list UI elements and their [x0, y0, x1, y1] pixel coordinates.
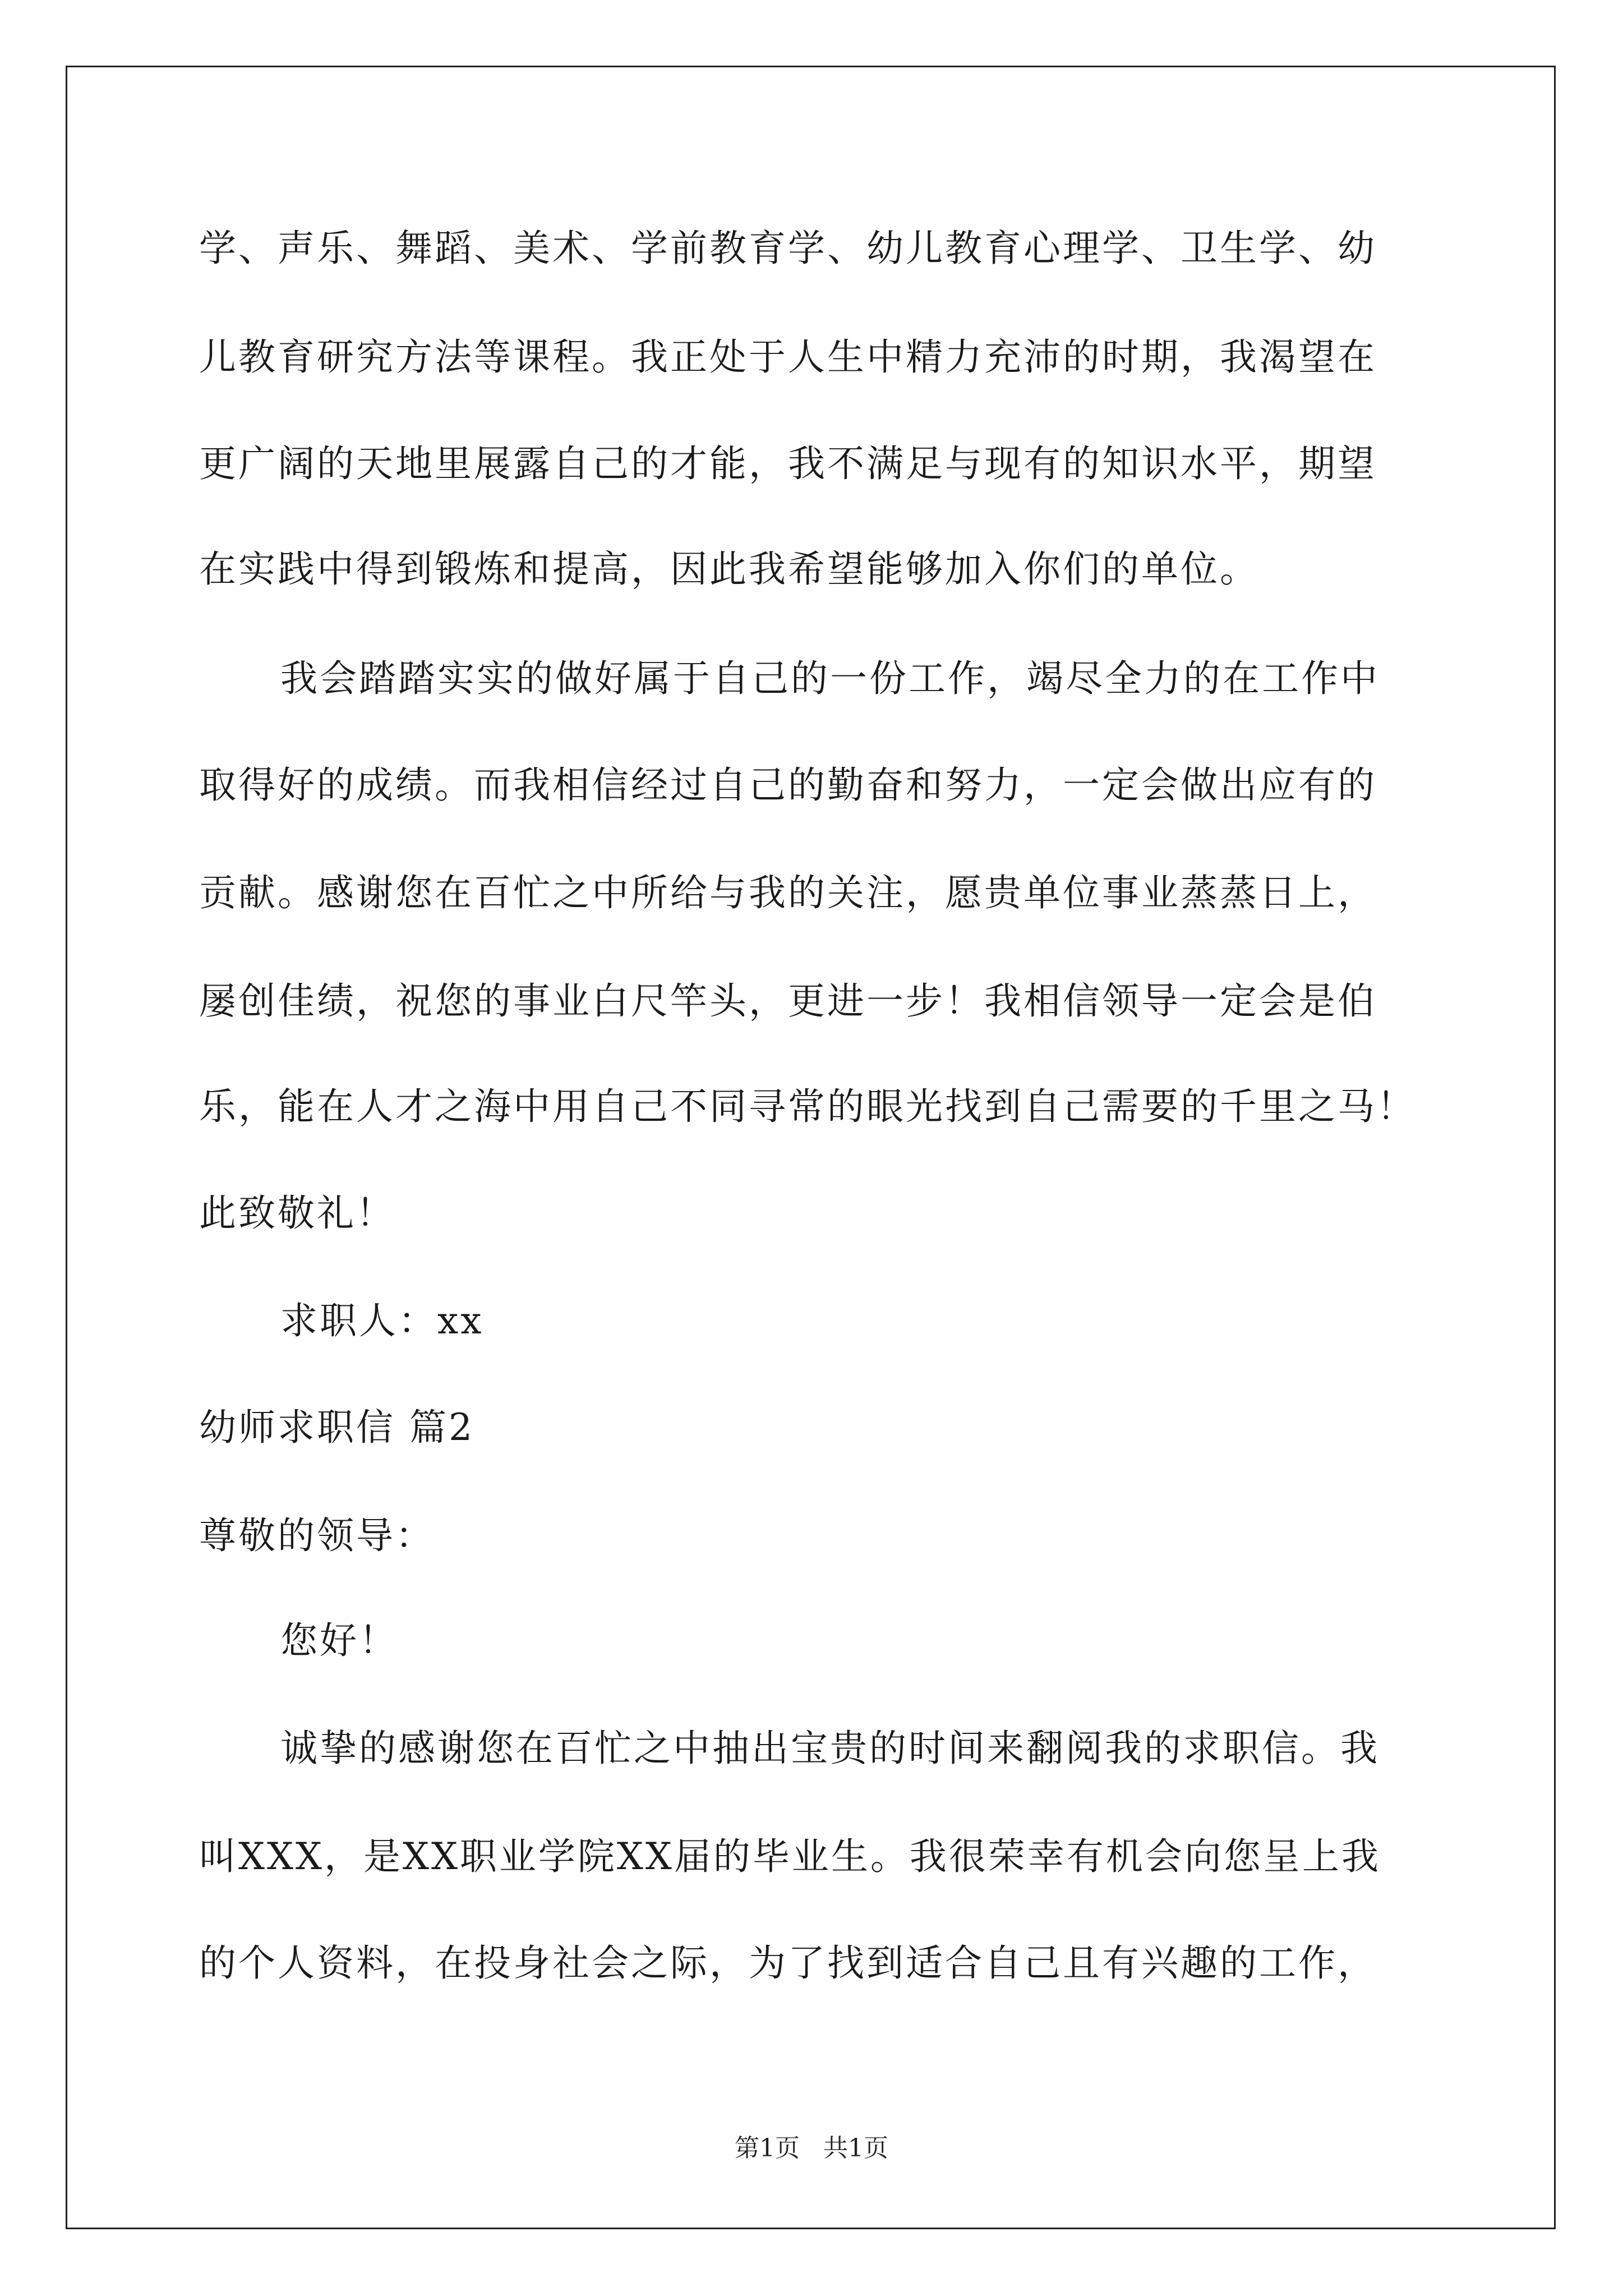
body-line-6: 取得好的成绩。而我相信经过自己的勤奋和努力，一定会做出应有的	[199, 763, 1377, 807]
signature-line: 求职人：xx	[280, 1299, 484, 1342]
page-border	[66, 66, 1556, 2229]
closing-line: 此致敬礼！	[199, 1191, 395, 1235]
body-line-10: 诚挚的感谢您在百忙之中抽出宝贵的时间来翻阅我的求职信。我	[280, 1727, 1380, 1770]
body-line-8: 屡创佳绩，祝您的事业白尺竿头，更进一步！我相信领导一定会是伯	[199, 979, 1377, 1023]
salutation: 尊敬的领导：	[199, 1514, 435, 1557]
body-line-3: 更广阔的天地里展露自己的才能，我不满足与现有的知识水平，期望	[199, 442, 1377, 485]
body-line-9: 乐，能在人才之海中用自己不同寻常的眼光找到自己需要的千里之马！	[199, 1085, 1416, 1128]
greeting: 您好！	[280, 1619, 398, 1662]
section-heading: 幼师求职信 篇2	[199, 1406, 474, 1449]
body-line-5: 我会踏踏实实的做好属于自己的一份工作，竭尽全力的在工作中	[280, 657, 1380, 700]
body-line-7: 贡献。感谢您在百忙之中所给与我的关注，愿贵单位事业蒸蒸日上，	[199, 871, 1377, 914]
body-line-11: 叫XXX，是XX职业学院XX届的毕业生。我很荣幸有机会向您呈上我	[199, 1835, 1381, 1878]
body-line-1: 学、声乐、舞蹈、美术、学前教育学、幼儿教育心理学、卫生学、幼	[199, 227, 1377, 270]
page-footer: 第1页 共1页	[735, 2134, 888, 2162]
body-line-12: 的个人资料，在投身社会之际，为了找到适合自己且有兴趣的工作，	[199, 1941, 1377, 1985]
body-line-2: 儿教育研究方法等课程。我正处于人生中精力充沛的时期，我渴望在	[199, 335, 1377, 379]
body-line-4: 在实践中得到锻炼和提高，因此我希望能够加入你们的单位。	[199, 547, 1259, 591]
